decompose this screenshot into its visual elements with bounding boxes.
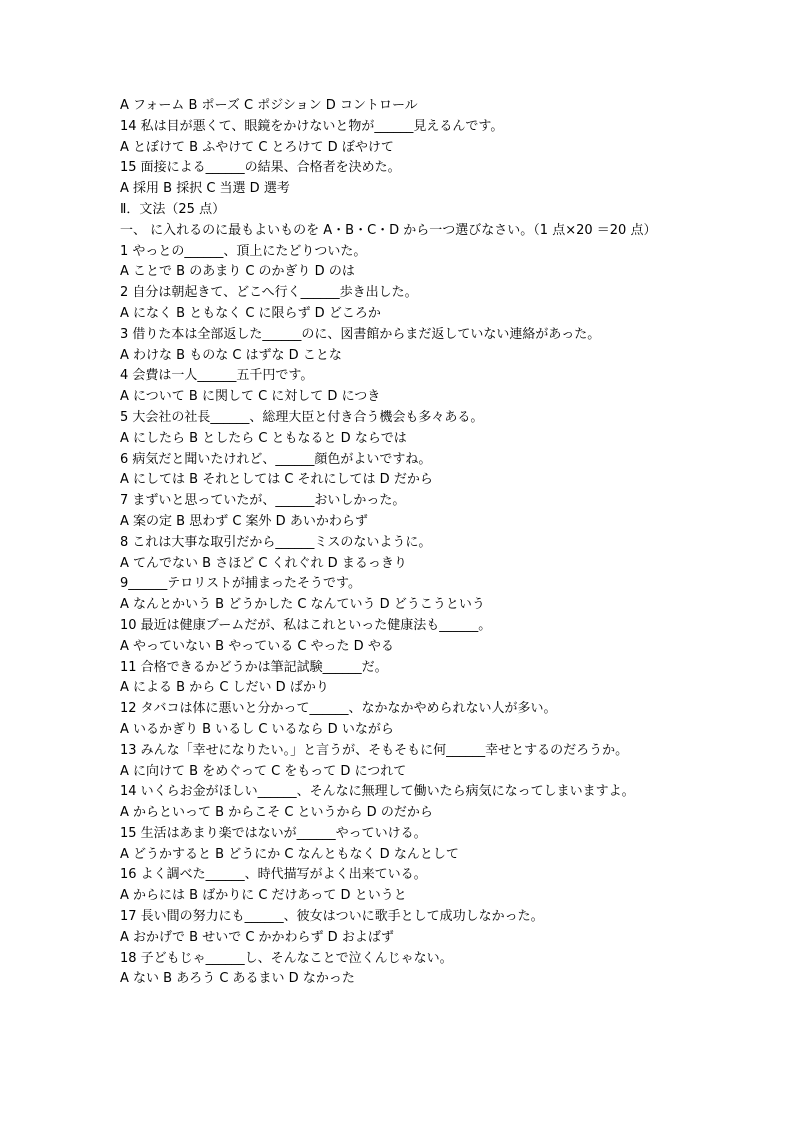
text-line-40: 17 長い間の努力にも______、彼女はついに歌手として成功しなかった。 xyxy=(120,909,544,925)
text-line-13: A わけな B ものな C はずな D ことな xyxy=(120,347,342,363)
text-line-38: 16 よく調べた______、時代描写がよく出来ている。 xyxy=(120,867,427,883)
text-line-15: A について B に関して C に対して D につき xyxy=(120,389,381,405)
text-line-36: 15 生活はあまり楽ではないが______やっていける。 xyxy=(120,825,427,841)
text-line-14: 4 会費は一人______五千円です。 xyxy=(120,368,314,384)
text-line-39: A からには B ばかりに C だけあって D というと xyxy=(120,888,407,904)
text-line-41: A おかげで B せいで C かかわらず D およばず xyxy=(120,929,394,945)
text-line-18: 6 病気だと聞いたけれど、______顔色がよいですね。 xyxy=(120,451,432,467)
text-line-29: A による B から C しだい D ばかり xyxy=(120,680,329,696)
text-line-21: A 案の定 B 思わず C 案外 D あいかわらず xyxy=(120,513,368,529)
text-line-9: A ことで B のあまり C のかぎり D のは xyxy=(120,264,355,280)
text-line-11: A になく B ともなく C に限らず D どころか xyxy=(120,305,381,321)
text-line-31: A いるかぎり B いるし C いるなら D いながら xyxy=(120,721,394,737)
text-line-2: 14 私は目が悪くて、眼鏡をかけないと物が______見えるんです。 xyxy=(120,118,504,134)
document-page xyxy=(120,96,700,990)
text-line-17: A にしたら B としたら C ともなると D ならでは xyxy=(120,430,407,446)
text-line-32: 13 みんな「幸せになりたい。」と言うが、そもそもに何______幸せとするのだろうか。 xyxy=(120,742,629,758)
text-line-3: A とぼけて B ふやけて C とろけて D ぼやけて xyxy=(120,139,394,155)
section-heading: Ⅱ．文法（25 点） xyxy=(120,201,226,217)
text-line-24: 9______テロリストが捕まったそうです。 xyxy=(120,576,361,592)
text-line-33: A に向けて B をめぐって C をもって D につれて xyxy=(120,763,407,779)
text-line-22: 8 これは大事な取引だから______ミスのないように。 xyxy=(120,534,432,550)
text-line-20: 7 まずいと思っていたが、______おいしかった。 xyxy=(120,493,406,509)
text-line-26: 10 最近は健康ブームだが、私はこれといった健康法も______。 xyxy=(120,617,492,633)
text-line-25: A なんとかいう B どうかした C なんていう D どうこうという xyxy=(120,597,485,613)
text-line-30: 12 タバコは体に悪いと分かって______、なかなかやめられない人が多い。 xyxy=(120,701,557,717)
text-line-27: A やっていない B やっている C やった D やる xyxy=(120,638,394,654)
text-line-12: 3 借りた本は全部返した______のに、図書館からまだ返していない連絡があった。 xyxy=(120,326,601,342)
text-line-10: 2 自分は朝起きて、どこへ行く______歩き出した。 xyxy=(120,285,418,301)
text-line-28: 11 合格できるかどうかは筆記試験______だ。 xyxy=(120,659,388,675)
text-line-1: A フォーム B ポーズ C ポジション D コントロール xyxy=(120,98,418,113)
text-line-4: 15 面接による______の結果、合格者を決めた。 xyxy=(120,160,401,176)
text-line-5: A 採用 B 採択 C 当選 D 選考 xyxy=(120,181,290,197)
text-line-35: A からといって B からこそ C というから D のだから xyxy=(120,805,433,821)
text-line-43: A ない B あろう C あるまい D なかった xyxy=(120,971,355,987)
text-line-42: 18 子どもじゃ______し、そんなことで泣くんじゃない。 xyxy=(120,950,453,966)
text-line-8: 1 やっとの______、頂上にたどりついた。 xyxy=(120,243,367,259)
section-instructions: 一、 に入れるのに最もよいものを A・B・C・D から一つ選びなさい。（1 点×20 ＝20 点） xyxy=(120,222,657,238)
text-line-34: 14 いくらお金がほしい______、そんなに無理して働いたら病気になってしまいますよ。 xyxy=(120,784,635,800)
text-line-23: A てんでない B さほど C くれぐれ D まるっきり xyxy=(120,555,407,571)
text-line-37: A どうかすると B どうにか C なんともなく D なんとして xyxy=(120,846,459,862)
text-line-19: A にしては B それとしては C それにしては D だから xyxy=(120,472,433,488)
text-line-16: 5 大会社の社長______、総理大臣と付き合う機会も多々ある。 xyxy=(120,409,484,425)
